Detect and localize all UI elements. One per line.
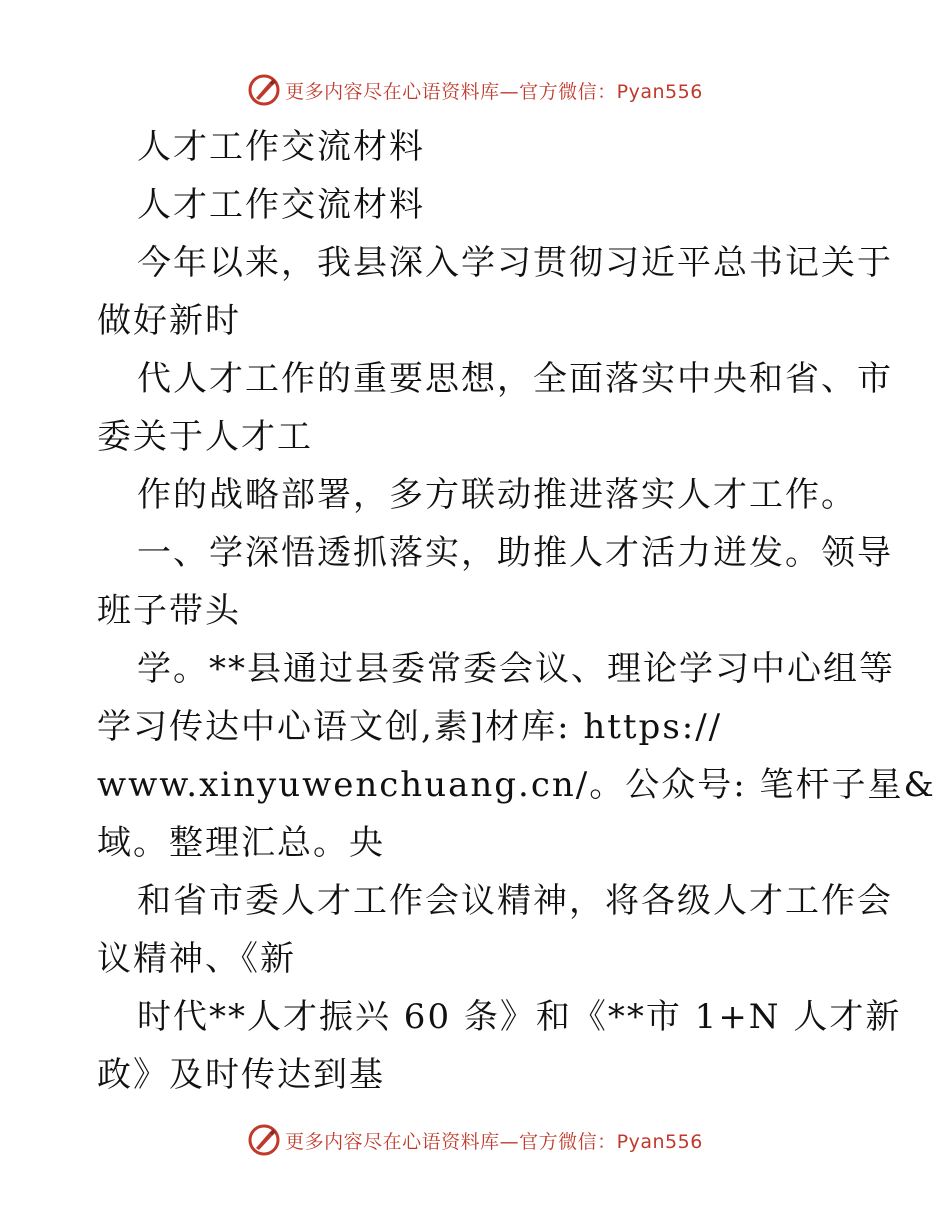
doc-line: 委关于人才工 [97, 417, 313, 457]
banner-text: 更多内容尽在心语资料库—官方微信：Pyan556 [285, 80, 703, 103]
doc-subtitle: 人才工作交流材料 [137, 185, 425, 225]
doc-line: 域。整理汇总。央 [97, 823, 385, 863]
doc-line: 时代**人才振兴 60 条》和《**市 1+N 人才新 [137, 997, 902, 1037]
doc-line: 做好新时 [97, 301, 241, 341]
doc-line: 一、学深悟透抓落实，助推人才活力迸发。领导 [137, 533, 893, 573]
doc-line: 代人才工作的重要思想，全面落实中央和省、市 [137, 359, 893, 399]
header-banner [0, 70, 950, 110]
doc-line: 今年以来，我县深入学习贯彻习近平总书记关于 [137, 243, 893, 283]
doc-line: 和省市委人才工作会议精神，将各级人才工作会 [137, 881, 893, 921]
doc-line: 学习传达中心语文创,素]材库: https:// [97, 707, 723, 747]
doc-line: 学。**县通过县委常委会议、理论学习中心组等 [137, 649, 895, 689]
doc-line: 政》及时传达到基 [97, 1055, 385, 1095]
doc-line: 议精神、《新 [97, 939, 296, 979]
doc-line: 班子带头 [97, 591, 241, 631]
doc-line: 作的战略部署，多方联动推进落实人才工作。 [137, 475, 857, 515]
document-body [97, 118, 936, 1104]
pen-logo-icon [247, 73, 281, 107]
banner-text: 更多内容尽在心语资料库—官方微信：Pyan556 [285, 1130, 703, 1153]
footer-banner [0, 1120, 950, 1160]
pen-logo-icon [247, 1123, 281, 1157]
doc-title: 人才工作交流材料 [137, 127, 425, 167]
doc-line: www.xinyuwenchuang.cn/。公众号: 笔杆子星& [97, 765, 936, 805]
